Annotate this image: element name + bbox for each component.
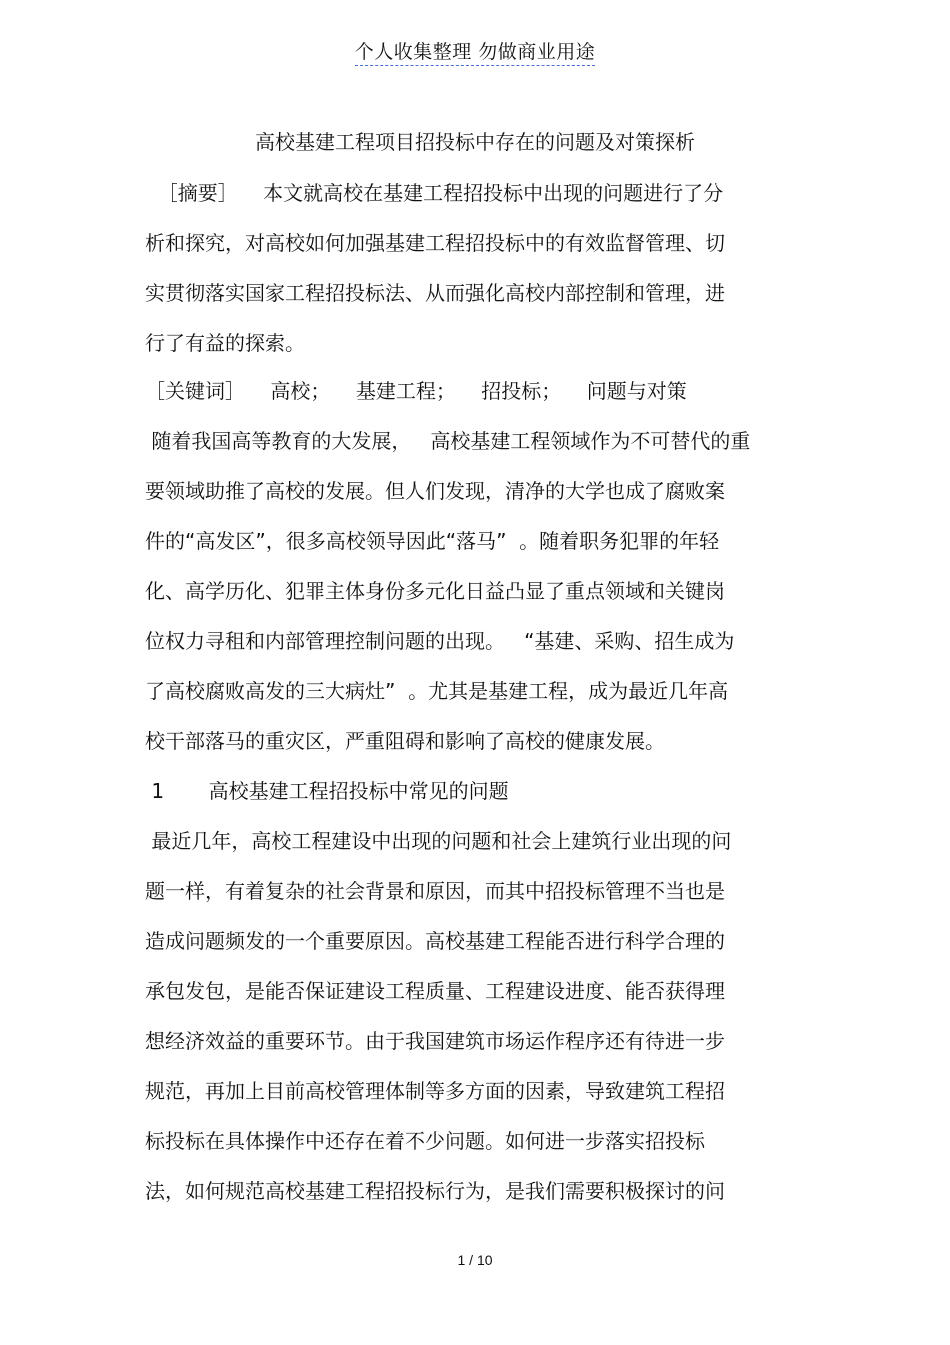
body-line: 法，如何规范高校基建工程招投标行为，是我们需要积极探讨的问 xyxy=(145,1179,725,1203)
body-line: 造成问题频发的一个重要原因。高校基建工程能否进行科学合理的 xyxy=(145,929,725,953)
document-title: 高校基建工程项目招投标中存在的问题及对策探析 xyxy=(255,130,695,154)
header-note xyxy=(0,38,950,66)
abstract-line: ［摘要］ 本文就高校在基建工程招投标中出现的问题进行了分 xyxy=(145,181,724,205)
body-line: 规范，再加上目前高校管理体制等多方面的因素，导致建筑工程招 xyxy=(145,1079,725,1103)
section-heading: 1 高校基建工程招投标中常见的问题 xyxy=(145,779,509,803)
abstract-line: 行了有益的探索。 xyxy=(145,331,305,355)
page-number: 1 / 10 xyxy=(457,1252,493,1268)
body-line: 标投标在具体操作中还存在着不少问题。如何进一步落实招投标 xyxy=(145,1129,705,1153)
body-line: 随着我国高等教育的大发展， 高校基建工程领域作为不可替代的重 xyxy=(145,429,751,453)
body-line: 要领域助推了高校的发展。但人们发现，清净的大学也成了腐败案 xyxy=(145,479,725,503)
abstract-line: 实贯彻落实国家工程招投标法、从而强化高校内部控制和管理，进 xyxy=(145,281,725,305)
body-line: 位权力寻租和内部管理控制问题的出现。 “基建、采购、招生成为 xyxy=(145,629,735,653)
body-line: 最近几年，高校工程建设中出现的问题和社会上建筑行业出现的问 xyxy=(145,829,732,853)
body-line: 件的“高发区”，很多高校领导因此“落马” 。随着职务犯罪的年轻 xyxy=(145,529,720,553)
header-note-text: 个人收集整理 勿做商业用途 xyxy=(355,41,596,66)
body-line: 想经济效益的重要环节。由于我国建筑市场运作程序还有待进一步 xyxy=(145,1029,725,1053)
abstract-line: 析和探究，对高校如何加强基建工程招投标中的有效监督管理、切 xyxy=(145,231,725,255)
keywords-line: ［关键词］ 高校； 基建工程； 招投标； 问题与对策 xyxy=(145,379,687,403)
body-line: 校干部落马的重灾区，严重阻碍和影响了高校的健康发展。 xyxy=(145,729,665,753)
body-line: 了高校腐败高发的三大病灶” 。尤其是基建工程，成为最近几年高 xyxy=(145,679,729,703)
body-line: 化、高学历化、犯罪主体身份多元化日益凸显了重点领域和关键岗 xyxy=(145,579,725,603)
body-line: 承包发包，是能否保证建设工程质量、工程建设进度、能否获得理 xyxy=(145,979,725,1003)
body-line: 题一样，有着复杂的社会背景和原因，而其中招投标管理不当也是 xyxy=(145,879,725,903)
